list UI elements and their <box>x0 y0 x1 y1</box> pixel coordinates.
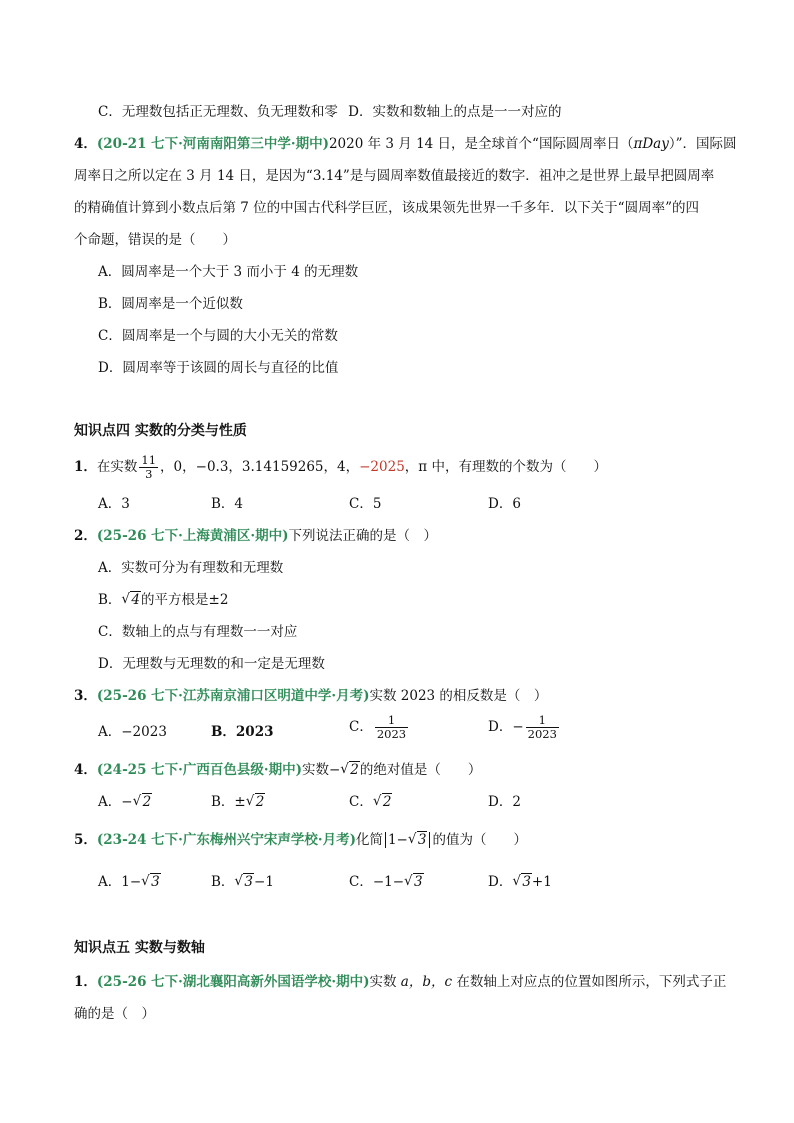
section4-question-1 <box>74 454 607 481</box>
option-c <box>349 872 424 892</box>
fraction <box>375 714 408 741</box>
option-d: D．6 <box>488 496 521 512</box>
radicand: 3 <box>417 832 427 848</box>
question-text-line: 的精确值计算到小数点后第 7 位的中国古代科学巨匠，该成果领先世界一千多年．以下关于“圆周率”的四 <box>74 200 699 216</box>
sqrt-expression <box>404 872 424 892</box>
section-heading: 知识点四 实数的分类与性质 <box>74 423 247 439</box>
question-source: (25-26 七下·湖北襄阳高新外国语学校·期中) <box>96 974 370 990</box>
highlighted-value: −2025 <box>359 459 405 475</box>
question-text: 2020 年 3 月 14 日，是全球首个“国际圆周率日（ <box>328 136 634 152</box>
question-text: 下列说法正确的是（ ） <box>288 528 437 544</box>
fraction-denominator: 2023 <box>376 727 407 741</box>
section5-question-1 <box>74 972 726 992</box>
question-source: (20-21 七下·河南南阳第三中学·期中) <box>96 136 329 152</box>
question-source: (24-25 七下·广西百色县级·期中) <box>96 762 302 778</box>
fraction-denominator: 2023 <box>527 727 557 741</box>
sqrt-expression <box>141 872 161 892</box>
option-d <box>488 714 561 741</box>
question-text-line: 确的是（ ） <box>74 1006 155 1022</box>
question-4-pi <box>74 134 736 154</box>
option-label: B．± <box>211 794 246 810</box>
radicand: 2 <box>255 794 265 810</box>
option-label: C． <box>349 794 373 810</box>
option-text: 的平方根是±2 <box>141 592 229 608</box>
option-suffix: +1 <box>531 874 552 890</box>
radicand: 2 <box>142 794 152 810</box>
question-text-line: 个命题，错误的是（ ） <box>74 232 236 248</box>
sqrt-expression <box>246 792 266 812</box>
sqrt-expression <box>121 590 141 610</box>
question-text: ，π 中，有理数的个数为（ ） <box>404 459 607 475</box>
fraction-numerator: 11 <box>141 453 157 467</box>
radicand: 3 <box>151 874 160 890</box>
fraction <box>526 714 559 741</box>
abs-prefix: 1− <box>387 832 408 848</box>
question-source: (25-26 七下·江苏南京浦口区明道中学·月考) <box>96 688 370 704</box>
sqrt-expression <box>512 872 532 892</box>
option-c <box>349 792 392 812</box>
question-source: (25-26 七下·上海黄浦区·期中) <box>96 528 289 544</box>
option-d: D．实数和数轴上的点是一一对应的 <box>348 104 562 120</box>
question-text: 的绝对值是（ ） <box>359 762 482 778</box>
question-number: 5． <box>74 832 97 848</box>
radicand: 3 <box>244 874 254 890</box>
option-d <box>488 872 552 892</box>
absolute-value <box>385 832 431 848</box>
option-label: A．1− <box>98 874 142 890</box>
question-number: 2． <box>74 528 97 544</box>
minus-sign: − <box>328 762 341 778</box>
option-a <box>98 792 152 812</box>
option-d: D．圆周率等于该圆的周长与直径的比值 <box>98 360 339 376</box>
section4-question-2 <box>74 526 437 546</box>
question-text: 在实数 <box>96 459 138 475</box>
section-heading: 知识点五 实数与数轴 <box>74 940 205 956</box>
option-a: A．实数可分为有理数和无理数 <box>98 560 284 576</box>
question-source: (23-24 七下·广东梅州兴宁宋声学校·月考) <box>96 832 356 848</box>
fraction-numerator: 1 <box>538 713 546 727</box>
section4-question-4 <box>74 760 481 780</box>
question-number: 1． <box>74 459 97 475</box>
option-line <box>98 102 561 122</box>
question-number: 1． <box>74 974 97 990</box>
radicand: 2 <box>382 794 392 810</box>
question-text: 化简 <box>355 832 383 848</box>
option-b <box>211 872 274 892</box>
radicand: 3 <box>414 874 423 890</box>
option-a <box>98 872 161 892</box>
sqrt-expression <box>234 872 254 892</box>
radicand: 4 <box>131 592 141 608</box>
option-b: B．2023 <box>211 724 274 740</box>
sqrt-expression <box>133 792 153 812</box>
question-text-line: 周率日之所以定在 3 月 14 日，是因为“3.14”是与圆周率数值最接近的数字．祖冲之是世界上最早把圆周率 <box>74 168 715 184</box>
fraction <box>139 454 158 481</box>
question-number: 4． <box>74 762 97 778</box>
option-b <box>211 792 265 812</box>
question-text: 在数轴上对应点的位置如图所示，下列式子正 <box>452 974 727 990</box>
radicand: 3 <box>522 874 531 890</box>
option-a: A．3 <box>98 496 130 512</box>
fraction-numerator: 1 <box>387 713 396 727</box>
question-text: 的值为（ ） <box>432 832 527 848</box>
fraction-denominator: 3 <box>139 467 158 481</box>
question-text: 实数 <box>369 974 401 990</box>
sqrt-expression <box>340 760 360 780</box>
option-b: B．4 <box>211 496 244 512</box>
option-c: C．无理数包括正无理数、负无理数和零 <box>98 104 338 120</box>
number-list: ，0，−0.3，3.14159265，4， <box>160 459 360 475</box>
pi-day-symbol: πDay <box>633 136 669 152</box>
option-c: C．数轴上的点与有理数一一对应 <box>98 624 298 640</box>
option-d: D．无理数与无理数的和一定是无理数 <box>98 656 325 672</box>
option-label: B． <box>211 874 235 890</box>
sqrt-expression <box>408 830 428 850</box>
option-a: A．圆周率是一个大于 3 而小于 4 的无理数 <box>98 264 359 280</box>
section4-question-3 <box>74 686 547 706</box>
option-d: D．2 <box>488 794 521 810</box>
option-b <box>98 590 228 610</box>
variables: a，b，c <box>400 974 453 990</box>
option-b: B．圆周率是一个近似数 <box>98 296 243 312</box>
question-text: 实数 <box>301 762 329 778</box>
option-label: B． <box>98 592 122 608</box>
question-text: ）”．国际圆 <box>668 136 737 152</box>
question-number: 3． <box>74 688 97 704</box>
option-label: A．− <box>98 794 133 810</box>
option-label: D． <box>488 874 513 890</box>
sqrt-expression <box>373 792 393 812</box>
option-label: C．−1− <box>349 874 405 890</box>
option-label: C． <box>349 719 373 735</box>
question-text: 实数 2023 的相反数是（ ） <box>369 688 548 704</box>
option-suffix: −1 <box>254 874 274 890</box>
option-c: C．圆周率是一个与圆的大小无关的常数 <box>98 328 338 344</box>
option-label: D．− <box>488 719 524 735</box>
option-c: C．5 <box>349 496 382 512</box>
option-c <box>349 714 410 741</box>
option-a: A．−2023 <box>98 724 167 740</box>
section4-question-5 <box>74 830 527 850</box>
question-number: 4． <box>74 136 97 152</box>
radicand: 2 <box>350 762 359 778</box>
